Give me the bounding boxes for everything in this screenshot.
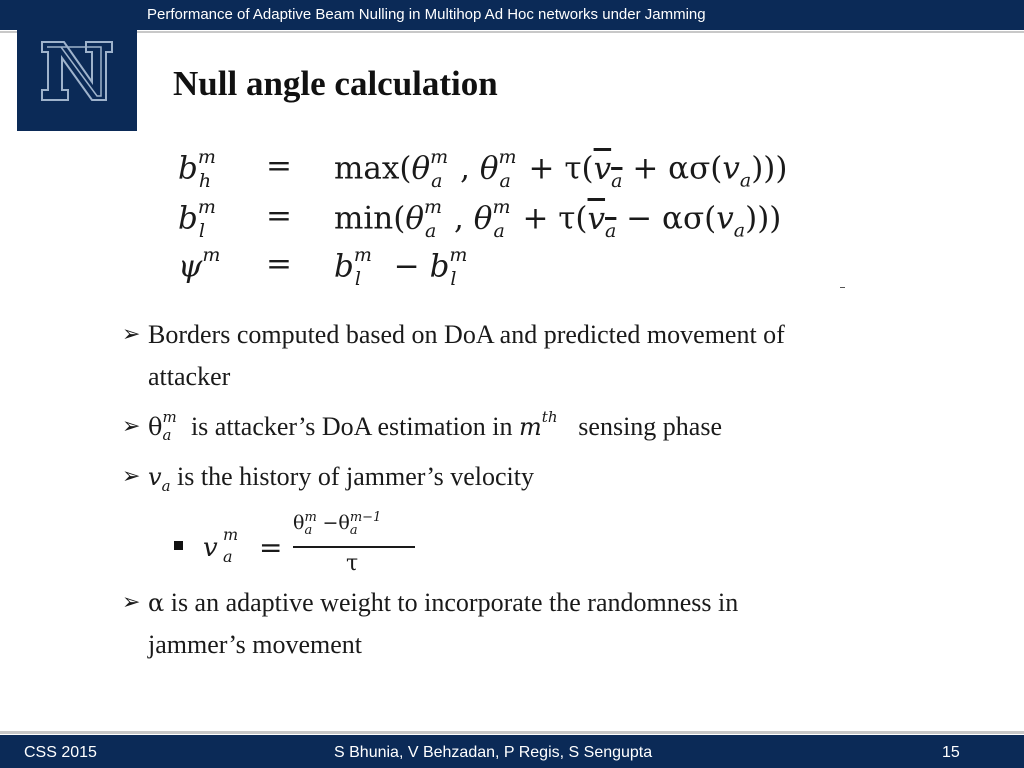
bullet-borders-continued: attacker — [148, 362, 231, 391]
eq2-lhs: b m l — [178, 196, 216, 242]
velocity-numerator: θ m a −θ m−1 a — [293, 510, 382, 538]
eq1-rhs: max(θ m a , θ m a + $\tau(v_a + \alpha\sigma(v_a))$) — [334, 146, 788, 192]
velocity-equation — [203, 512, 463, 582]
footer-bar — [0, 735, 1024, 768]
bullet-theta: ➢ θ m a is attacker’s DoA estimation in m th sensing phase — [122, 408, 722, 445]
arrow-bullet-icon: ➢ — [122, 413, 141, 438]
eq2-rhs: min(θ m a , θ m a + $\tau(v_a - \alpha\sigma(v_a))$) — [334, 196, 782, 242]
eq1-equals: = — [266, 148, 292, 184]
n-logo-icon — [40, 40, 114, 102]
equation-block — [178, 148, 858, 293]
footer-page-number: 15 — [942, 744, 960, 761]
header-divider — [0, 31, 1024, 33]
footer-divider — [0, 731, 1024, 734]
bullet-velocity: ➢ $v_a$ is the history of jammer’s velocity — [122, 462, 534, 495]
bullet-alpha-continued: jammer’s movement — [148, 630, 362, 659]
eq3-equals: = — [266, 246, 292, 282]
fraction-bar — [293, 546, 415, 548]
velocity-denominator: τ — [346, 551, 359, 576]
eq1-lhs: b m h — [178, 146, 216, 192]
arrow-bullet-icon: ➢ — [122, 321, 141, 346]
arrow-bullet-icon: ➢ — [122, 463, 141, 488]
bullet-alpha: ➢ α is an adaptive weight to incorporate the randomness in — [122, 588, 739, 617]
arrow-bullet-icon: ➢ — [122, 589, 141, 614]
slide-title: Null angle calculation — [173, 64, 498, 103]
eq3-rhs: b m l − b m l — [334, 244, 468, 290]
presentation-title: Performance of Adaptive Beam Nulling in Multihop Ad Hoc networks under Jamming — [147, 6, 706, 23]
header-bar — [0, 0, 1024, 30]
square-bullet-icon — [174, 541, 183, 550]
footer-conference: CSS 2015 — [24, 744, 97, 761]
eq2-equals: = — [266, 198, 292, 234]
velocity-equals: = — [259, 531, 283, 564]
velocity-lhs: v m a — [203, 525, 239, 566]
eq3-lhs: ψ m — [178, 244, 221, 285]
university-logo — [17, 13, 137, 131]
bullet-borders: ➢ Borders computed based on DoA and predicted movement of — [122, 320, 785, 349]
footer-authors: S Bhunia, V Behzadan, P Regis, S Sengupta — [334, 744, 653, 761]
image-artifact-dash — [840, 287, 845, 288]
